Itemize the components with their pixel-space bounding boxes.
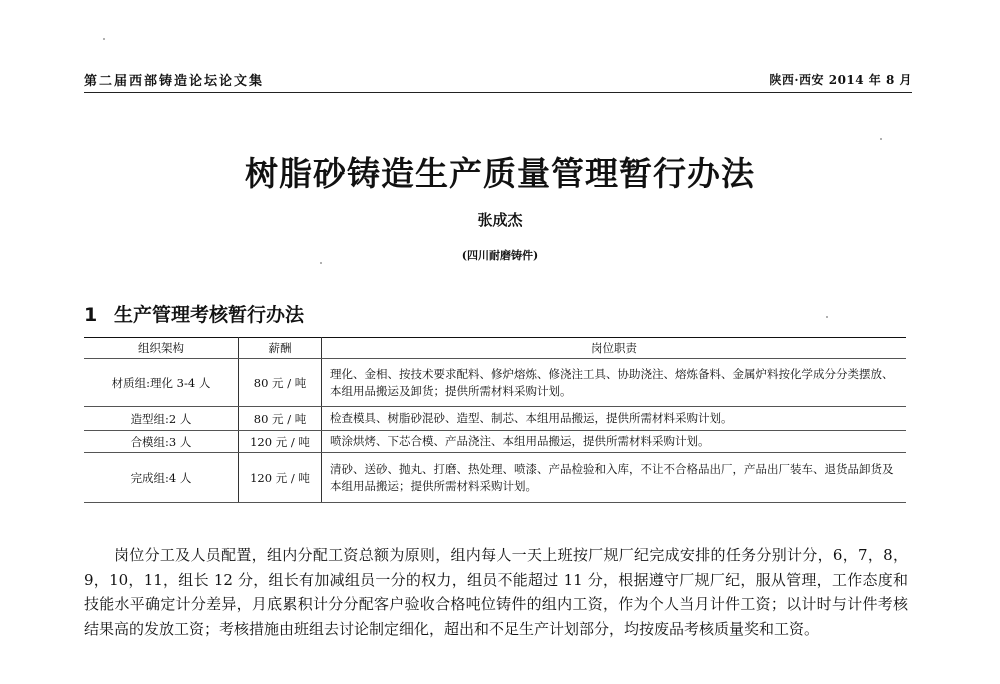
duty-cell: 理化、金相、按技术要求配料、修炉熔炼、修浇注工具、协助浇注、熔炼备料、金属炉料按化学成分分类摆放、本组用品搬运及卸货；提供所需材料采购计划。: [322, 359, 907, 407]
section-number: 1: [84, 304, 98, 326]
pay-cell: 80 元 / 吨: [239, 407, 322, 431]
pay-cell: 80 元 / 吨: [239, 359, 322, 407]
venue-date: 陕西·西安 2014 年 8 月: [769, 73, 912, 87]
duty-cell: 清砂、送砂、抛丸、打磨、热处理、喷漆、产品检验和入库，不让不合格品出厂，产品出厂装车、退货品卸货及本组用品搬运；提供所需材料采购计划。: [322, 453, 907, 503]
affiliation: (四川耐磨铸件): [461, 249, 539, 262]
scan-speck: [880, 138, 882, 140]
body-paragraph: 岗位分工及人员配置，组内分配工资总额为原则，组内每人一天上班按厂规厂纪完成安排的任务分别计分，6，7，8，9，10，11，组长 12 分，组长有加减组员一分的权力，组员不能超过 11 分，根据遵守厂规厂纪，服从管理，工作态度和技能水平确定计分差异，月底累积计分分配客户验收合格吨位铸件的组内工资，作为个人当月计件工资；以计时与计件考核结果高的发放工资；考核措施由班组去讨论制定细化，超出和不足生产计划部分，均按废品考核质量奖和工资。: [84, 546, 908, 638]
author: 张成杰: [477, 211, 523, 229]
group-cell: 造型组:2 人: [84, 407, 239, 431]
section-title: 生产管理考核暂行办法: [114, 304, 305, 326]
column-header: 组织架构: [84, 338, 239, 359]
scan-speck: [320, 262, 322, 264]
table-row: [84, 359, 906, 407]
running-header: [84, 66, 912, 93]
scan-speck: [103, 38, 105, 40]
scan-speck: [826, 316, 828, 318]
duty-cell: 检查模具、树脂砂混砂、造型、制芯、本组用品搬运，提供所需材料采购计划。: [322, 407, 907, 431]
duty-cell: 喷涂烘烤、下芯合模、产品浇注、本组用品搬运，提供所需材料采购计划。: [322, 431, 907, 453]
proceedings-title: 第二届西部铸造论坛论文集: [84, 74, 265, 89]
table-row: [84, 431, 906, 453]
paper-title: 树脂砂铸造生产质量管理暂行办法: [245, 154, 755, 193]
group-cell: 合模组:3 人: [84, 431, 239, 453]
group-cell: 材质组:理化 3-4 人: [84, 359, 239, 407]
pay-cell: 120 元 / 吨: [239, 453, 322, 503]
table-header-row: [84, 338, 906, 359]
group-cell: 完成组:4 人: [84, 453, 239, 503]
column-header: 岗位职责: [322, 338, 907, 359]
section-heading: [84, 300, 304, 327]
column-header: 薪酬: [239, 338, 322, 359]
pay-cell: 120 元 / 吨: [239, 431, 322, 453]
table-row: [84, 407, 906, 431]
duty-table: [84, 337, 906, 503]
table-row: [84, 453, 906, 503]
